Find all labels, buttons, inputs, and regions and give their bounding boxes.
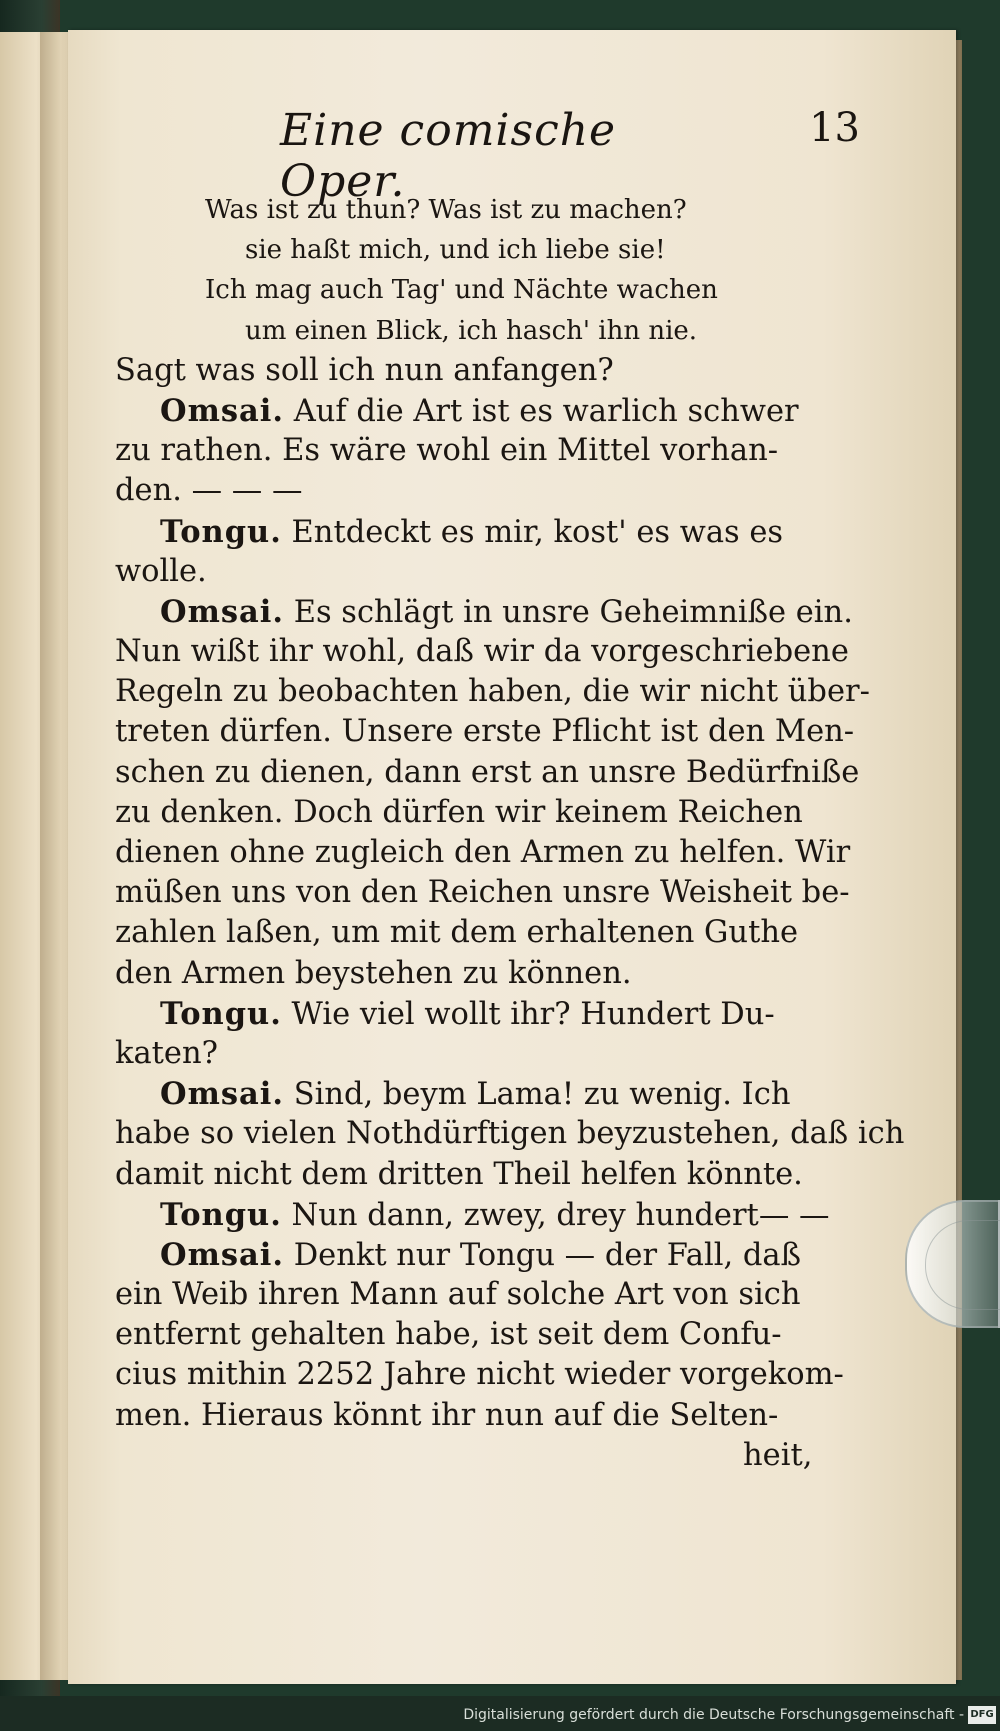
text-line: katen? [115,1035,218,1071]
text-line: treten dürfen. Unsere erste Pflicht ist den Men- [115,714,855,750]
dialogue-text: Denkt nur Tongu — der Fall, daß [293,1237,801,1273]
speaker-name: Omsai. [160,1236,284,1273]
text-line: müßen uns von den Reichen unsre Weisheit be- [115,875,850,911]
text-line: Nun wißt ihr wohl, daß wir da vorgeschriebene [115,634,849,670]
speaker-name: Omsai. [160,392,284,429]
funding-credit: Digitalisierung gefördert durch die Deutsche Forschungsgemeinschaft - [463,1707,964,1723]
running-head: Eine comische Oper. [280,105,617,207]
dialogue-text: Entdeckt es mir, kost' es was es [291,514,784,550]
dialogue-line [115,1195,860,1235]
text-line: den Armen beystehen zu können. [115,955,632,991]
dialogue-line [115,1235,860,1275]
dialogue-text: Sind, beym Lama! zu wenig. Ich [293,1077,791,1113]
text-line: ein Weib ihren Mann auf solche Art von sich [115,1277,801,1313]
dialogue-line [115,512,860,552]
page-clip-inner [925,1220,1000,1310]
text-line: den. — — — [115,473,303,509]
dialogue-line [115,391,860,431]
dialogue-line [115,1074,860,1114]
dialogue-line [115,994,860,1034]
catchword: heit, [743,1437,813,1473]
speaker-name: Omsai. [160,593,284,630]
speaker-name: Omsai. [160,1076,284,1113]
dialogue-text: Es schlägt in unsre Geheimniße ein. [293,594,853,630]
text-line: Regeln zu beobachten haben, die wir nicht über- [115,674,870,710]
text-line: zu rathen. Es wäre wohl ein Mittel vorhan- [115,433,779,469]
text-line: Sagt was soll ich nun anfangen? [115,352,614,388]
page-text [115,190,905,1476]
dfg-logo: DFG [968,1706,996,1724]
text-line: men. Hieraus könnt ihr nun auf die Selten- [115,1397,779,1433]
speaker-name: Tongu. [160,1196,282,1233]
text-line: schen zu dienen, dann erst an unsre Bedürfniße [115,754,860,790]
dialogue-text: Wie viel wollt ihr? Hundert Du- [291,996,775,1032]
text-line: wolle. [115,553,207,589]
speaker-name: Tongu. [160,995,282,1032]
verse-line: um einen Blick, ich hasch' ihn nie. [245,315,698,346]
text-line: dienen ohne zugleich den Armen zu helfen. Wir [115,835,851,870]
verse-line: Was ist zu thun? Was ist zu machen? [205,195,687,225]
verse-line: sie haßt mich, und ich liebe sie! [245,235,666,266]
dialogue-text: Auf die Art ist es warlich schwer [293,393,799,429]
text-line: entfernt gehalten habe, ist seit dem Confu- [115,1317,782,1353]
text-line: zu denken. Doch dürfen wir keinem Reichen [115,794,803,830]
text-line: habe so vielen Nothdürftigen beyzustehen, daß ich [115,1116,905,1152]
dialogue-line [115,592,860,632]
page-number: 13 [809,105,860,151]
text-line: zahlen laßen, um mit dem erhaltenen Guthe [115,915,799,951]
text-line: damit nicht dem dritten Theil helfen könnte. [115,1156,803,1192]
text-line: cius mithin 2252 Jahre nicht wieder vorgekom- [115,1357,844,1393]
verse-line: Ich mag auch Tag' und Nächte wachen [205,275,718,306]
speaker-name: Tongu. [160,513,282,550]
dialogue-text: Nun dann, zwey, drey hundert— — [291,1197,830,1233]
